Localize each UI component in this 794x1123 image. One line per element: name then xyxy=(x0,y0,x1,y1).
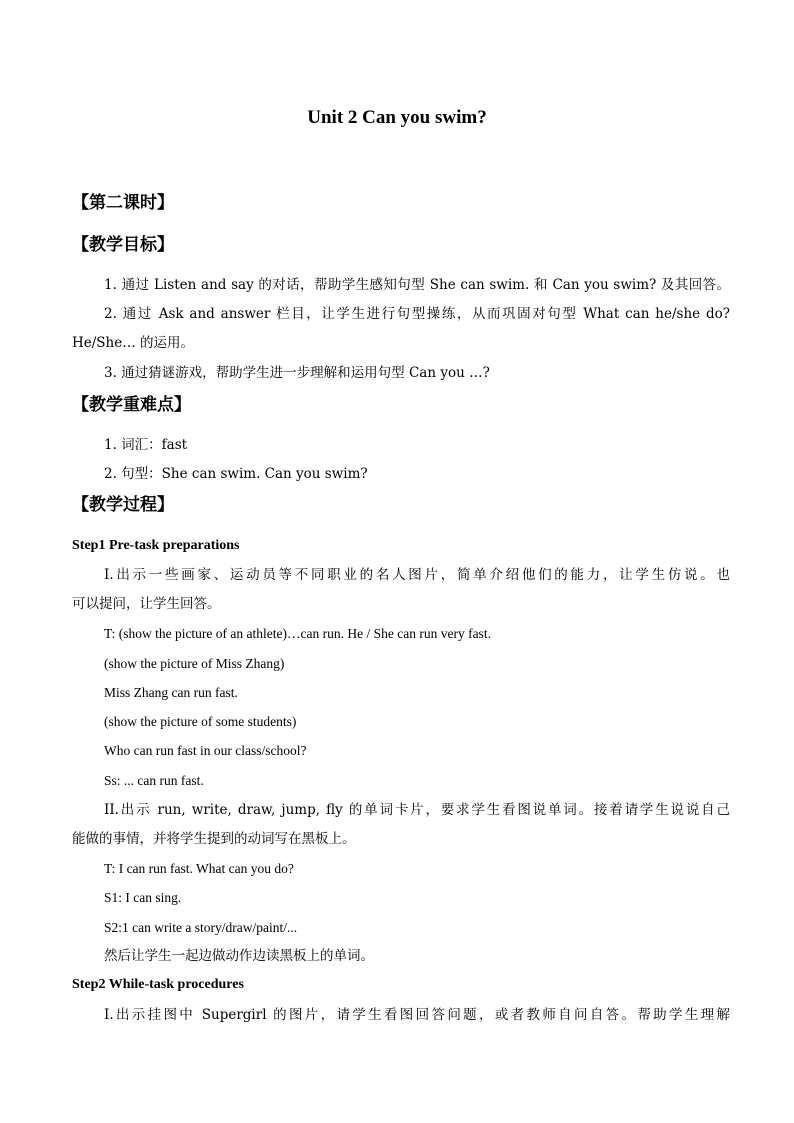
section-heading-keypoints: 【教学重难点】 xyxy=(72,395,191,415)
step1-closing-line: 然后让学生一起边做动作边读黑板上的单词。 xyxy=(104,948,374,964)
step1-dialogue-line-3: Miss Zhang can run fast. xyxy=(104,685,238,700)
section-heading-lesson: 【第二课时】 xyxy=(72,193,174,213)
step1-paragraph-1-line-1: I.出示一些画家、运动员等不同职业的名人图片，简单介绍他们的能力，让学生仿说。也 xyxy=(104,567,730,583)
step2-paragraph-1-line-1: I.出示挂图中 Supergirl 的图片，请学生看图回答问题，或者教师自问自答。帮助学生理解 xyxy=(104,1007,730,1023)
step1-dialogue-line-2: (show the picture of Miss Zhang) xyxy=(104,656,285,671)
step1-dialogue-line-9: S2:1 can write a story/draw/paint/... xyxy=(104,920,298,935)
step1-dialogue-line-4: (show the picture of some students) xyxy=(104,714,297,729)
step1-dialogue-line-5: Who can run fast in our class/school? xyxy=(104,743,307,758)
objective-item-2-line-2: He/She… 的运用。 xyxy=(72,335,195,351)
step2-heading: Step2 While-task procedures xyxy=(72,977,244,992)
step1-paragraph-1-line-2: 可以提问，让学生回答。 xyxy=(72,596,221,612)
objective-item-2-line-1: 2. 通过 Ask and answer 栏目，让学生进行句型操练，从而巩固对句型 What can he/she do? xyxy=(104,306,730,322)
step1-dialogue-line-1: T: (show the picture of an athlete)…can run. He / She can run very fast. xyxy=(104,626,491,641)
step1-dialogue-line-7: T: I can run fast. What can you do? xyxy=(104,861,294,876)
keypoint-item-2: 2. 句型：She can swim. Can you swim? xyxy=(104,466,368,482)
step1-dialogue-line-8: S1: I can sing. xyxy=(104,890,182,905)
section-heading-process: 【教学过程】 xyxy=(72,495,174,515)
step1-paragraph-2-line-1: II.出示 run, write, draw, jump, fly 的单词卡片，要求学生看图说单词。接着请学生说说自己 xyxy=(104,802,730,818)
step1-paragraph-2-line-2: 能做的事情，并将学生提到的动词写在黑板上。 xyxy=(72,831,356,847)
objective-item-1: 1. 通过 Listen and say 的对话，帮助学生感知句型 She can swim. 和 Can you swim? 及其回答。 xyxy=(104,277,730,293)
step1-heading: Step1 Pre-task preparations xyxy=(72,538,240,553)
section-heading-objectives: 【教学目标】 xyxy=(72,235,174,255)
keypoint-item-1: 1. 词汇：fast xyxy=(104,437,188,453)
objective-item-3: 3. 通过猜谜游戏，帮助学生进一步理解和运用句型 Can you …? xyxy=(104,365,490,381)
document-title: Unit 2 Can you swim? xyxy=(307,107,487,128)
step1-dialogue-line-6: Ss: ... can run fast. xyxy=(104,773,204,788)
